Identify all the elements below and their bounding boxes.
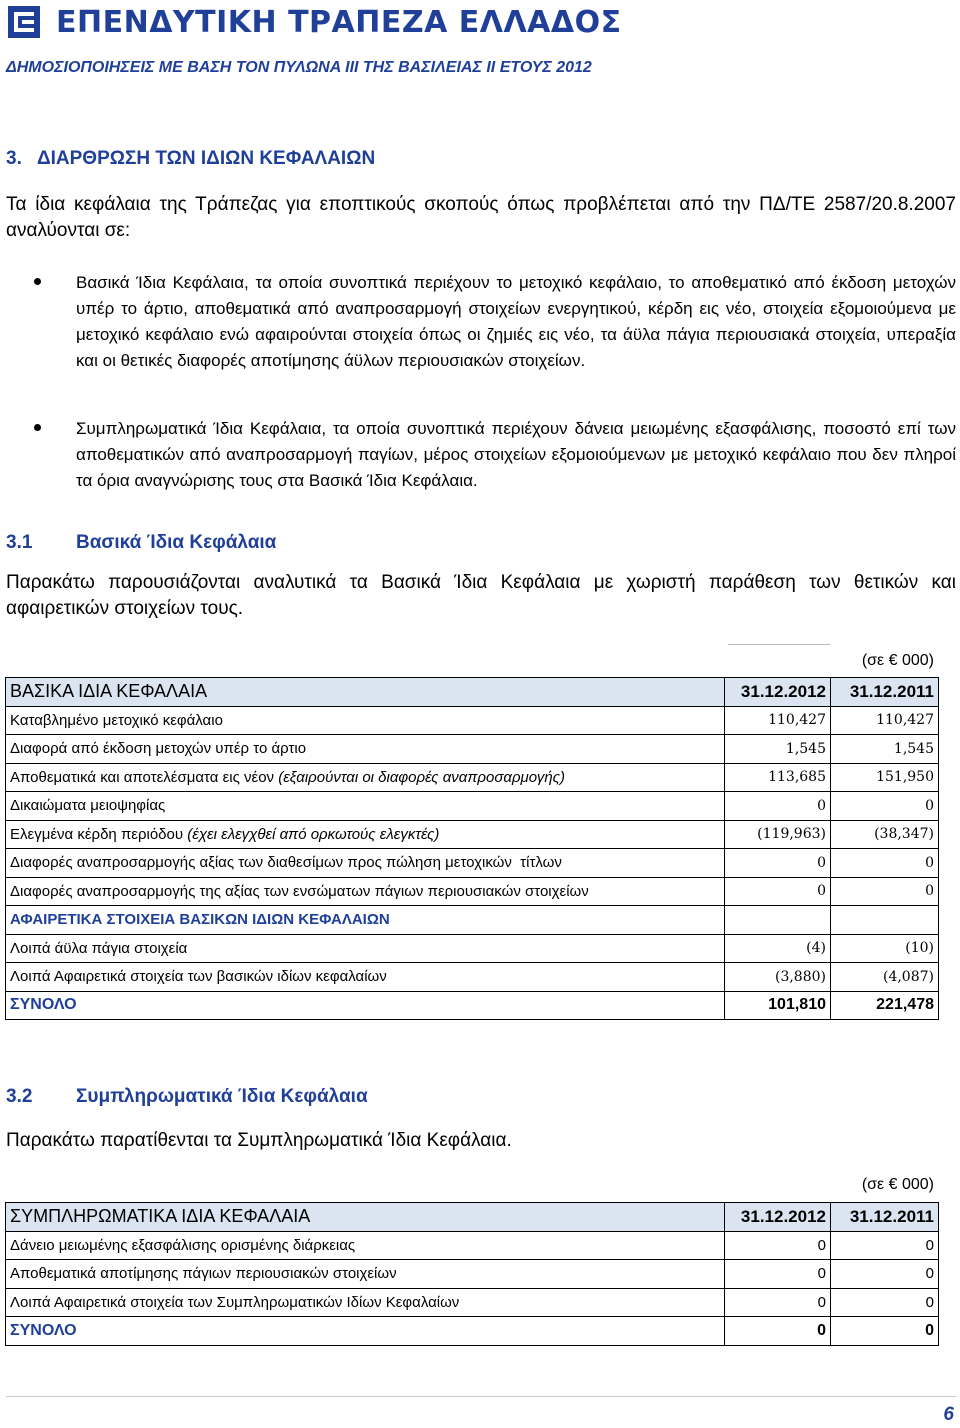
row-label: Αποθεματικά αποτίμησης πάγιων περιουσιακών στοιχείων — [10, 1265, 397, 1283]
total-2011: 0 — [831, 1317, 939, 1346]
table-row — [6, 763, 939, 792]
bank-name: ΕΠΕΝΔΥΤΙΚΗ ΤΡΑΠΕΖΑ ΕΛΛΑΔΟΣ — [56, 4, 622, 40]
value-2012: (119,963) — [725, 820, 831, 849]
row-label: Λοιπά άϋλα πάγια στοιχεία — [10, 939, 188, 957]
subsection-title: Συμπληρωματικά Ίδια Κεφάλαια — [76, 1086, 368, 1107]
document-subtitle: ΔΗΜΟΣΙΟΠΟΙΗΣΕΙΣ ΜΕ ΒΑΣΗ ΤΟΝ ΠΥΛΩΝΑ ΙΙΙ ΤΗΣ ΒΑΣΙΛΕΙΑΣ ΙΙ ΕΤΟΥΣ 2012 — [6, 59, 592, 76]
table-row — [6, 792, 939, 821]
deductions-header-row — [6, 906, 939, 935]
value-2011: 151,950 — [831, 763, 939, 792]
total-label: ΣΥΝΟΛΟ — [6, 1317, 725, 1346]
deductions-header: ΑΦΑΙΡΕΤΙΚΑ ΣΤΟΙΧΕΙΑ ΒΑΣΙΚΩΝ ΙΔΙΩΝ ΚΕΦΑΛΑΙΩΝ — [6, 906, 725, 935]
value-2011: 0 — [831, 849, 939, 878]
row-label: Διαφορές αναπροσαρμογής της αξίας των ενσώματων πάγιων περιουσιακών στοιχείων — [10, 882, 589, 900]
value-2012: 113,685 — [725, 763, 831, 792]
unit-label: (σε € 000) — [861, 1176, 934, 1193]
value-2012: 0 — [725, 1231, 831, 1260]
row-label: Λοιπά Αφαιρετικά στοιχεία των βασικών ιδίων κεφαλαίων — [10, 968, 387, 986]
row-note: (έχει ελεγχθεί από ορκωτούς ελεγκτές) — [187, 825, 440, 843]
subsection-title: Βασικά Ίδια Κεφάλαια — [76, 532, 277, 553]
value-2011: 1,545 — [831, 735, 939, 764]
intro-paragraph: Τα ίδια κεφάλαια της Τράπεζας για εποπτικούς σκοπούς όπως προβλέπεται από την ΠΔ/ΤΕ 2587/20.8.2007 αναλύονται σε: — [6, 194, 956, 241]
tier2-capital-table — [5, 1202, 939, 1346]
subsection-paragraph: Παρακάτω παρατίθενται τα Συμπληρωματικά Ίδια Κεφάλαια. — [6, 1130, 512, 1151]
table-header-2011: 31.12.2011 — [831, 678, 939, 707]
table-row — [6, 820, 939, 849]
bullet-item-tier2: Συμπληρωματικά Ίδια Κεφάλαια, τα οποία συνοπτικά περιέχουν δάνεια μειωμένης εξασφάλισης, ποσοστό επί των αποθεματικών από αναπροσαρμογή παγίων, μέρος στοιχείων εξομοιούμενων με μετοχικό κεφάλαιο που δεν πληροί τα όρια αναγνώρισης τους στα Βασικά Ίδια Κεφάλαια. — [76, 419, 956, 490]
value-2011: 0 — [831, 1231, 939, 1260]
subsection-number: 3.2 — [6, 1086, 33, 1107]
subsection-paragraph: Παρακάτω παρουσιάζονται αναλυτικά τα Βασικά Ίδια Κεφάλαια με χωριστή παράθεση των θετικών και αφαιρετικών στοιχείων τους. — [6, 572, 956, 619]
value-2012: 0 — [725, 1260, 831, 1289]
value-2011: 0 — [831, 792, 939, 821]
value-2012: (3,880) — [725, 963, 831, 992]
table-row — [6, 934, 939, 963]
value-2011: (38,347) — [831, 820, 939, 849]
table-row — [6, 706, 939, 735]
row-label: Καταβλημένο μετοχικό κεφάλαιο — [10, 711, 223, 729]
table-header-row — [6, 1203, 939, 1232]
table-row — [6, 1260, 939, 1289]
section-heading: 3. ΔΙΑΡΘΡΩΣΗ ΤΩΝ ΙΔΙΩΝ ΚΕΦΑΛΑΙΩΝ — [6, 148, 376, 169]
table-header-2012: 31.12.2012 — [725, 678, 831, 707]
total-2012: 101,810 — [725, 991, 831, 1020]
table-header-2011: 31.12.2011 — [831, 1203, 939, 1232]
bullet-dot — [34, 424, 41, 431]
bullet-dot — [34, 278, 41, 285]
row-label: Λοιπά Αφαιρετικά στοιχεία των Συμπληρωματικών Ιδίων Κεφαλαίων — [10, 1293, 460, 1311]
footer-divider — [6, 1396, 956, 1397]
row-label: Ελεγμένα κέρδη περιόδου — [10, 825, 188, 843]
value-2012: 0 — [725, 849, 831, 878]
value-2012: 0 — [725, 877, 831, 906]
page-number: 6 — [943, 1404, 954, 1425]
table-row — [6, 849, 939, 878]
value-2011: 110,427 — [831, 706, 939, 735]
tier1-capital-table — [5, 677, 939, 1020]
table-header-2012: 31.12.2012 — [725, 1203, 831, 1232]
total-2011: 221,478 — [831, 991, 939, 1020]
unit-label: (σε € 000) — [861, 652, 934, 669]
divider — [728, 644, 830, 645]
row-label: Δικαιώματα μειοψηφίας — [10, 797, 166, 815]
bullet-item-tier1: Βασικά Ίδια Κεφάλαια, τα οποία συνοπτικά περιέχουν το μετοχικό κεφάλαιο, το αποθεματικό από έκδοση μετοχών υπέρ το άρτιο, αποθεματικά από αναπροσαρμογή στοιχείων ενεργητικού, κέρδη εις νέο, στοιχεία εξομοιούμενα με μετοχικό κεφάλαιο ενώ αφαιρούνται στοιχεία όπως οι ζημιές εις νέο, τα άϋλα πάγια περιουσιακά στοιχεία, υπεραξία και οι θετικές διαφορές αποτίμησης άϋλων περιουσιακών στοιχείων. — [76, 273, 956, 370]
table-row — [6, 963, 939, 992]
row-label: Διαφορά από έκδοση μετοχών υπέρ το άρτιο — [10, 740, 307, 758]
total-2012: 0 — [725, 1317, 831, 1346]
table-header-label: ΒΑΣΙΚΑ ΙΔΙΑ ΚΕΦΑΛΑΙΑ — [6, 678, 725, 707]
subsection-number: 3.1 — [6, 532, 33, 553]
table-row — [6, 735, 939, 764]
value-2011: (4,087) — [831, 963, 939, 992]
value-2011: (10) — [831, 934, 939, 963]
bank-logo-icon — [6, 4, 42, 40]
value-2011: 0 — [831, 877, 939, 906]
table-row — [6, 877, 939, 906]
value-2012: 1,545 — [725, 735, 831, 764]
value-2012: 110,427 — [725, 706, 831, 735]
table-header-label: ΣΥΜΠΛΗΡΩΜΑΤΙΚΑ ΙΔΙΑ ΚΕΦΑΛΑΙΑ — [6, 1203, 725, 1232]
value-2012: (4) — [725, 934, 831, 963]
bank-header — [6, 2, 622, 42]
value-2011: 0 — [831, 1288, 939, 1317]
table-total-row — [6, 1317, 939, 1346]
value-2011: 0 — [831, 1260, 939, 1289]
total-label: ΣΥΝΟΛΟ — [6, 991, 725, 1020]
value-2012: 0 — [725, 1288, 831, 1317]
table-row — [6, 1288, 939, 1317]
table-row — [6, 1231, 939, 1260]
row-note: (εξαιρούνται οι διαφορές αναπροσαρμογής) — [278, 768, 565, 786]
row-label: Διαφορές αναπροσαρμογής αξίας των διαθεσίμων προς πώληση μετοχικών τίτλων — [10, 854, 562, 872]
value-2012: 0 — [725, 792, 831, 821]
row-label: Αποθεματικά και αποτελέσματα εις νέον — [10, 768, 279, 786]
table-header-row — [6, 678, 939, 707]
row-label: Δάνειο μειωμένης εξασφάλισης ορισμένης διάρκειας — [10, 1236, 356, 1254]
table-total-row — [6, 991, 939, 1020]
